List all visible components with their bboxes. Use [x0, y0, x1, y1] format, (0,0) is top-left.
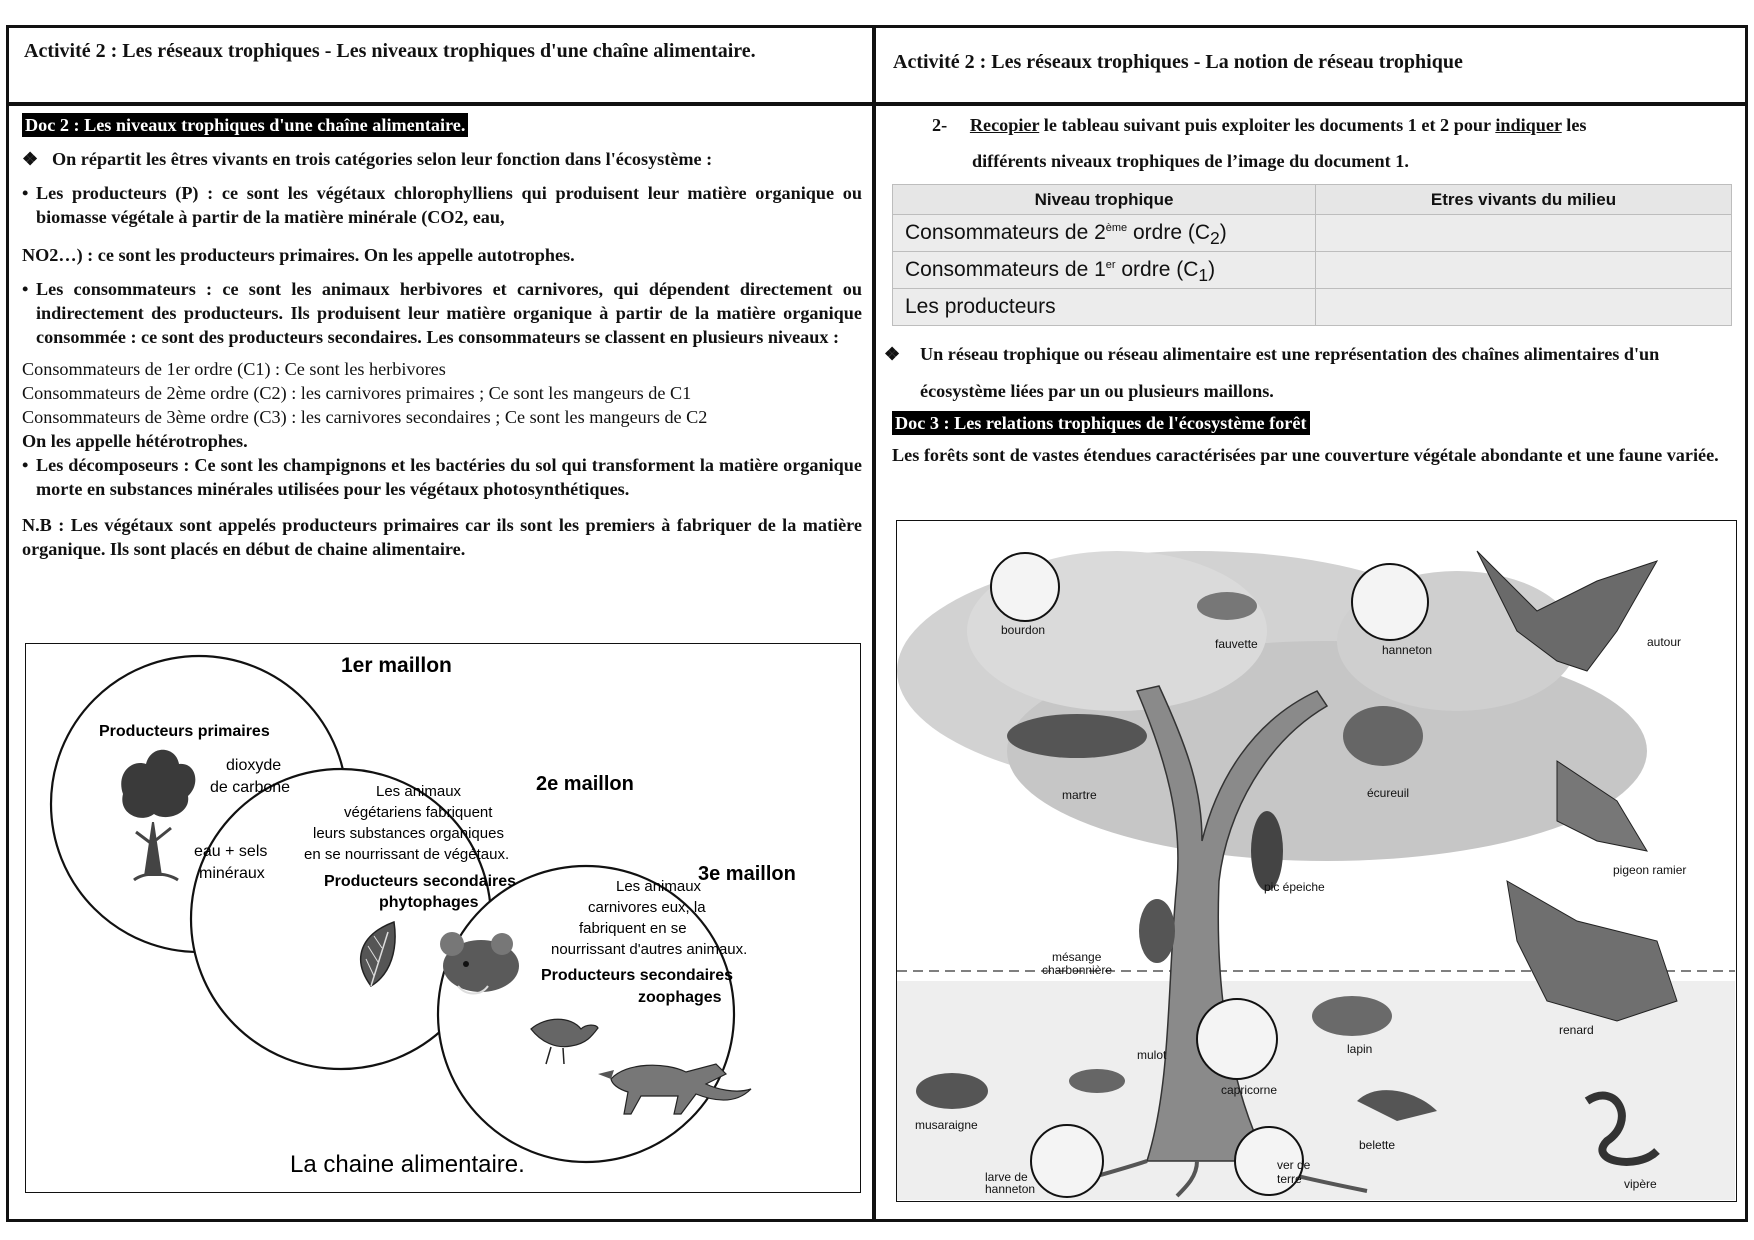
nota-bene: N.B : Les végétaux sont appelés producteurs primaires car ils sont les premiers à fabriquer de la matière organique. Ils sont placés en début de chaine alimentaire. — [22, 515, 862, 559]
level-c3: Consommateurs de 3ème ordre (C3) : les carnivores secondaires ; Ce sont les mangeurs de C2 — [22, 407, 708, 427]
header-divider — [6, 102, 1748, 106]
maillon-1-label: 1er maillon — [341, 654, 452, 677]
water-line1: eau + sels — [194, 843, 268, 860]
hanneton-icon — [1352, 564, 1428, 640]
consumer-levels — [22, 357, 862, 453]
row-producers-label: Les producteurs — [893, 289, 1316, 326]
musaraigne-icon — [916, 1073, 988, 1109]
table-row — [893, 252, 1732, 289]
label-larve-1: larve de — [985, 1170, 1028, 1184]
maillon-2-label: 2e maillon — [536, 773, 634, 795]
level-c1: Consommateurs de 1er ordre (C1) : Ce sont les herbivores — [22, 359, 446, 379]
keyword-recopier: Recopier — [969, 115, 1040, 135]
label-pic: pic épeiche — [1264, 880, 1325, 894]
forest-illustration — [897, 521, 1735, 1200]
left-column — [22, 113, 862, 561]
food-chain-figure — [25, 643, 861, 1193]
pic-epeiche-icon — [1251, 811, 1283, 891]
zoo-title-line1: Producteurs secondaires — [541, 967, 734, 984]
decomposers-item: • Les décomposeurs : Ce sont les champignons et les bactéries du sol qui transforment la matière organique morte en substances minérales utilisées pour les végétaux photosynthétiques. — [22, 455, 862, 499]
producers-item: • Les producteurs (P) : ce sont les végétaux chlorophylliens qui produisent leur matière organique ou biomasse végétale à partir de la matière minérale (CO2, eau, — [22, 183, 862, 227]
label-mesange-1: mésange — [1052, 950, 1102, 964]
carn-line1: Les animaux — [616, 878, 702, 895]
right-column — [884, 113, 1732, 467]
doc3-heading-wrap — [892, 411, 1732, 435]
phyto-title-line1: Producteurs secondaires — [324, 873, 517, 890]
question-line1: 2- Recopier le tableau suivant puis exploiter les documents 1 et 2 pour indiquer les — [932, 115, 1587, 135]
co2-line2: de carbone — [210, 779, 291, 796]
label-fauvette: fauvette — [1215, 637, 1258, 651]
producers-continued: NO2…) : ce sont les producteurs primaires. On les appelle autotrophes. — [22, 245, 575, 265]
label-pigeon: pigeon ramier — [1613, 863, 1687, 877]
trophic-level-table — [892, 184, 1732, 326]
label-larve-2: hanneton — [985, 1182, 1036, 1196]
level-c2: Consommateurs de 2ème ordre (C2) : les carnivores primaires ; Ce sont les mangeurs de C1 — [22, 383, 692, 403]
row-c1-label: Consommateurs de 1er ordre $(C_1)$ — [893, 252, 1316, 289]
doc2-intro: ❖ On répartit les êtres vivants en trois catégories selon leur fonction dans l'écosystème : — [22, 149, 713, 169]
maillon-3-label: 3e maillon — [698, 863, 796, 885]
capricorne-icon — [1197, 999, 1277, 1079]
ecureuil-icon — [1343, 706, 1423, 766]
label-lapin: lapin — [1347, 1042, 1373, 1056]
label-renard: renard — [1559, 1023, 1594, 1037]
label-mulot: mulot — [1137, 1048, 1167, 1062]
martre-icon — [1007, 714, 1147, 758]
label-ver-1: ver de — [1277, 1158, 1311, 1172]
co2-line1: dioxyde — [226, 757, 282, 774]
carn-line4: nourrissant d'autres animaux. — [551, 941, 748, 958]
doc3-text: Les forêts sont de vastes étendues caractérisées par une couverture végétale abondante et une faune variée. — [892, 445, 1719, 466]
row-producers-value[interactable] — [1316, 289, 1732, 326]
right-header-title: Activité 2 : Les réseaux trophiques - La notion de réseau trophique — [893, 51, 1463, 73]
table-row — [893, 289, 1732, 326]
chain-caption: La chaine alimentaire. — [290, 1151, 525, 1178]
bullet-icon: • — [22, 455, 29, 475]
forest-ecosystem-figure — [896, 520, 1737, 1202]
header-niveau: Niveau trophique — [893, 185, 1316, 215]
water-line2: minéraux — [199, 865, 265, 882]
carn-line3: fabriquent en se — [579, 920, 687, 937]
herb-line3: leurs substances organiques — [313, 825, 504, 842]
label-musaraigne: musaraigne — [915, 1118, 978, 1132]
herb-line4: en se nourrissant de végétaux. — [304, 846, 510, 863]
carn-line2: carnivores eux, la — [588, 899, 706, 916]
label-hanneton: hanneton — [1382, 643, 1433, 657]
primary-producer-title: Producteurs primaires — [99, 723, 270, 740]
label-capricorne: capricorne — [1221, 1083, 1278, 1097]
label-belette: belette — [1359, 1138, 1396, 1152]
label-bourdon: bourdon — [1001, 623, 1046, 637]
column-divider — [872, 25, 876, 1222]
label-mesange-2: charbonnière — [1042, 963, 1113, 977]
label-ecureuil: écureuil — [1367, 786, 1410, 800]
question-number: 2- — [932, 115, 948, 135]
row-c1-value[interactable] — [1316, 252, 1732, 289]
tree-icon — [121, 750, 195, 880]
reseau-definition: ❖ Un réseau trophique ou réseau alimentaire est une représentation des chaînes alimentaires d'un écosystème liées par un ou plusieurs maillons. — [892, 336, 1732, 410]
diamond-bullet-icon: ❖ — [884, 344, 901, 365]
doc2-heading: Doc 2 : Les niveaux trophiques d'une chaîne alimentaire. — [22, 113, 468, 137]
label-ver-2: terre — [1277, 1172, 1302, 1186]
bullet-icon: • — [22, 183, 29, 203]
table-row — [893, 215, 1732, 252]
label-martre: martre — [1062, 788, 1097, 802]
row-c2-value[interactable] — [1316, 215, 1732, 252]
header-etres: Etres vivants du milieu — [1316, 185, 1732, 215]
diamond-bullet-icon: ❖ — [22, 149, 39, 169]
zoo-title-line2: zoophages — [638, 989, 722, 1006]
herb-line2: végétariens fabriquent — [344, 804, 493, 821]
larve-hanneton-icon — [1031, 1125, 1103, 1197]
keyword-indiquer: indiquer — [1495, 115, 1562, 135]
phyto-title-line2: phytophages — [379, 894, 479, 911]
mesange-icon — [1139, 899, 1175, 963]
question-line2: différents niveaux trophiques de l’image du document 1. — [972, 151, 1409, 171]
heterotrophs: On les appelle hétérotrophes. — [22, 431, 248, 451]
left-header-title: Activité 2 : Les réseaux trophiques - Les niveaux trophiques d'une chaîne alimentaire. — [24, 40, 756, 62]
label-autour: autour — [1647, 635, 1682, 649]
bullet-icon: • — [22, 279, 29, 299]
food-chain-diagram — [26, 644, 859, 1191]
doc3-heading: Doc 3 : Les relations trophiques de l'écosystème forêt — [892, 411, 1310, 435]
mulot-icon — [1069, 1069, 1125, 1093]
lapin-icon — [1312, 996, 1392, 1036]
consumers-item: • Les consommateurs : ce sont les animaux herbivores et carnivores, qui dépendent directement ou indirectement des producteurs. Ils produisent leur matière organique à partir de la matière organique consommée : ce sont des producteurs secondaires. Les consommateurs se classent en plusieurs niveaux : — [22, 279, 862, 347]
herb-line1: Les animaux — [376, 783, 462, 800]
bourdon-icon — [991, 553, 1059, 621]
label-vipere: vipère — [1624, 1177, 1657, 1191]
table-header-row — [893, 185, 1732, 215]
fauvette-icon — [1197, 592, 1257, 620]
row-c2-label: Consommateurs de 2ème ordre $(C_2)$ — [893, 215, 1316, 252]
